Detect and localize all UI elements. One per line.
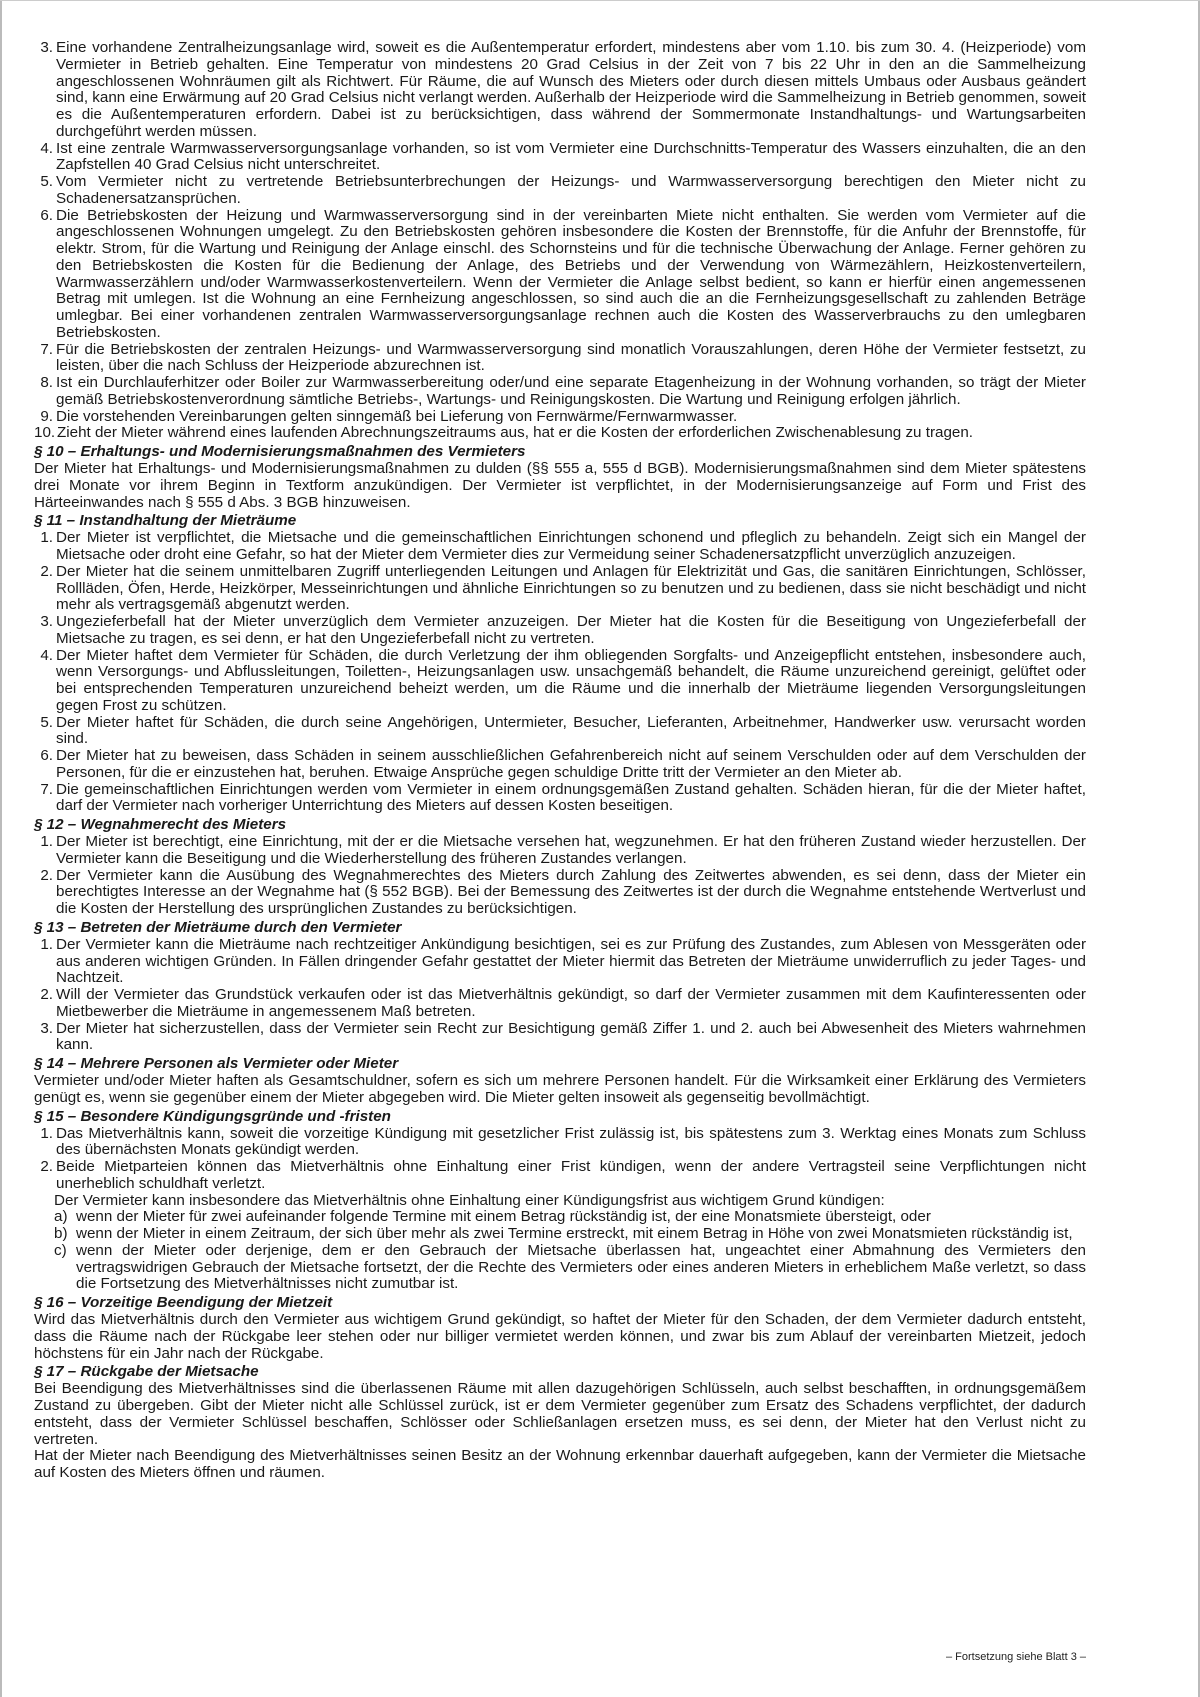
subitem-letter: b): [54, 1225, 68, 1242]
item-text: Der Mieter hat die seinem unmittelbaren Zugriff unterliegenden Leitungen und Anlagen für Elektrizität und Gas, die sanitären Einrichtungen, Schlösser, Rollläden, Öfen, Herde, Heizkörper, Messeinrichtungen und ähnliche Einrichtungen so zu benutzen und zu bedienen, dass sie nicht beschädigt und nicht mehr als vertragsgemäß abgenutzt werden.: [56, 562, 1086, 614]
item-number: 2.: [40, 986, 53, 1003]
subitem-letter: a): [54, 1208, 68, 1226]
item-text: Vom Vermieter nicht zu vertretende Betriebsunterbrechungen der Heizungs- und Warmwasserversorgung berechtigen den Mieter nicht zu Schadenersatzansprüchen.: [56, 173, 1086, 207]
section-heading-16: § 16 – Vorzeitige Beendigung der Mietzeit: [34, 1294, 333, 1311]
item-text: Der Mieter haftet dem Vermieter für Schäden, die durch Verletzung der ihm obliegenden Sorgfalts- und Anzeigepflicht entstehen, insbesondere auch, wenn Versorgungs- und Abflussleitungen, Toiletten-, Heizungsanlagen usw. unsachgemäß behandelt, die Räume unzureichend gereinigt, gelüftet oder bei entsprechenden Temperaturen unzureichend beheizt werden, um die Räume und die innerhalb der Mieträume liegenden Versorgungsleitungen gegen Frost zu schützen.: [56, 646, 1086, 714]
list-item: [34, 782, 1086, 816]
item-number: 3.: [40, 39, 53, 56]
item-text: Ungezieferbefall hat der Mieter unverzüglich dem Vermieter anzuzeigen. Der Mieter hat die Kosten für die Beseitigung von Ungezieferbefall der Mietsache zu tragen, es sei denn, er hat den Ungezieferbefall nicht zu vertreten.: [56, 613, 1086, 647]
section-heading-12: § 12 – Wegnahmerecht des Mieters: [34, 816, 287, 833]
list-subitem: [34, 1243, 1086, 1293]
list-item: [34, 409, 1086, 426]
list-item: [34, 648, 1086, 715]
item-number: 4.: [40, 139, 53, 157]
item-number: 2.: [40, 1158, 53, 1175]
item-number: 7.: [40, 340, 53, 358]
list-item: [34, 174, 1086, 208]
section-heading-17: § 17 – Rückgabe der Mietsache: [34, 1363, 259, 1381]
list-subitem: [34, 1209, 1086, 1226]
section-heading-10: § 10 – Erhaltungs- und Modernisierungsmaßnahmen des Vermieters: [34, 443, 526, 460]
section-heading-15: § 15 – Besondere Kündigungsgründe und -fristen: [34, 1107, 391, 1125]
subitem-text: wenn der Mieter oder derjenige, dem er den Gebrauch der Mietsache überlassen hat, ungeachtet einer Abmahnung des Vermieters den vertragswidrigen Gebrauch der Mietsache fortsetzt, der die Rechte des Vermieters oder eines anderen Mieters in erheblichem Maße verletzt, so dass die Fortsetzung des Mietverhältnisses nicht zumutbar ist.: [76, 1241, 1086, 1293]
item-text: Der Mieter haftet für Schäden, die durch seine Angehörigen, Untermieter, Besucher, Lieferanten, Arbeitnehmer, Handwerker usw. verursacht worden sind.: [56, 713, 1086, 748]
item-number: 10.: [34, 424, 56, 442]
section-17-text-1: Bei Beendigung des Mietverhältnisses sind die überlassenen Räume mit allen dazugehörigen Schlüsseln, auch selbst beschafften, in ordnungsgemäßem Zustand zu übergeben. Gibt der Mieter nicht alle Schlüssel zurück, ist er dem Vermieter gegenüber zum Ersatz des Schadens verpflichtet, der dadurch entsteht, dass der Vermieter Schlüssel beschaffen, Schlösser oder Schließanlagen ersetzen muss, es sei denn, der Mieter hat den Verlust nicht zu vertreten.: [34, 1380, 1086, 1448]
section-17-text-2: Hat der Mieter nach Beendigung des Mietverhältnisses seinen Besitz an der Wohnung erkennbar dauerhaft aufgegeben, kann der Vermieter die Mietsache auf Kosten des Mieters öffnen und räumen.: [34, 1447, 1086, 1481]
list-item: [34, 868, 1086, 918]
section-16-text: Wird das Mietverhältnis durch den Vermieter aus wichtigem Grund gekündigt, so haftet der Mieter für den Schaden, der dem Vermieter dadurch entsteht, dass die Räume nach der Rückgabe leer stehen oder nur billiger vermietet werden können, und zwar bis zum Ablauf der vereinbarten Mietzeit, jedoch höchstens für ein Jahr nach der Rückgabe.: [34, 1311, 1086, 1362]
list-item: [34, 425, 1086, 442]
item-number: 8.: [40, 374, 53, 391]
section-14-text: Vermieter und/oder Mieter haften als Gesamtschuldner, sofern es sich um mehrere Personen handelt. Für die Wirksamkeit einer Erklärung des Vermieters genügt es, wenn sie gegenüber einem der Mieter abgegeben wird. Die Mieter gelten insoweit als gegenseitig bevollmächtigt.: [34, 1072, 1086, 1106]
item-number: 6.: [40, 747, 53, 764]
item-number: 7.: [40, 780, 53, 798]
item-text: Für die Betriebskosten der zentralen Heizungs- und Warmwasserversorgung sind monatlich Vorauszahlungen, deren Höhe der Vermieter festsetzt, zu leisten, über die nach Schluss der Heizperiode abzurechnen ist.: [56, 340, 1086, 375]
list-item: [34, 375, 1086, 409]
item-number: 1.: [40, 1124, 53, 1142]
list-item: [34, 141, 1086, 175]
item-text: Ist eine zentrale Warmwasserversorgungsanlage vorhanden, so ist vom Vermieter eine Durchschnitts-Temperatur des Wassers einzuhalten, die an den Zapfstellen 40 Grad Celsius nicht unterschreitet.: [56, 139, 1086, 174]
item-text: Beide Mietparteien können das Mietverhältnis ohne Einhaltung einer Frist kündigen, wenn der andere Vertragsteil seine Verpflichtungen nicht unerheblich schuldhaft verletzt.: [56, 1158, 1086, 1192]
item-text: Der Mieter ist verpflichtet, die Mietsache und die gemeinschaftlichen Einrichtungen schonend und pfleglich zu behandeln. Zeigt sich ein Mangel der Mietsache oder droht eine Gefahr, so hat der Mieter dem Vermieter dies zur Vermeidung seiner Schadenersatzpflicht unverzüglich anzuzeigen.: [56, 529, 1086, 563]
item-text: Das Mietverhältnis kann, soweit die vorzeitige Kündigung mit gesetzlicher Frist zulässig ist, bis spätestens zum 3. Werktag eines Monats zum Schluss des übernächsten Monats gekündigt werden.: [56, 1124, 1086, 1159]
section-15-intro: Der Vermieter kann insbesondere das Mietverhältnis ohne Einhaltung einer Kündigungsfrist aus wichtigem Grund kündigen:: [54, 1191, 885, 1209]
item-text: Die Betriebskosten der Heizung und Warmwasserversorgung sind in der vereinbarten Miete nicht enthalten. Sie werden vom Vermieter auf die angeschlossenen Wohnungen umgelegt. Zu den Betriebskosten gehören insbesondere die Kosten der Brennstoffe, für die Anfuhr der Brennstoffe, für elektr. Strom, für die Wartung und Reinigung der Anlage einschl. des Schornsteins und für die technische Überwachung der Anlage. Ferner gehören zu den Betriebskosten die Kosten für die Bedienung der Anlage, des Betriebs und der Verwendung von Wärmezählern, Heizkostenverteilern, Warmwasserzählern und/oder Warmwasserkostenverteilern. Wenn der Vermieter die Anlage selbst bedient, so kann er hierfür einen angemessenen Betrag mit umlegen. Ist die Wohnung an eine Fernheizung angeschlossen, so sind auch die an die Fernheizungsgesellschaft zu zahlenden Beträge umlegbar. Bei einer vorhandenen zentralen Warmwasserversorgungsanlage rechnen auch die Kosten des Wasserverbrauchs zu den umlegbaren Betriebskosten.: [56, 206, 1086, 341]
item-number: 1.: [40, 935, 53, 953]
item-text: Der Mieter hat sicherzustellen, dass der Vermieter sein Recht zur Besichtigung gemäß Ziffer 1. und 2. auch bei Abwesenheit des Mieters wahrnehmen kann.: [56, 1019, 1086, 1054]
item-text: Will der Vermieter das Grundstück verkaufen oder ist das Mietverhältnis gekündigt, so darf der Vermieter zusammen mit dem Kaufinteressenten oder Mietbewerber die Mieträume in angemessenem Maß betreten.: [56, 986, 1086, 1020]
item-text: Der Vermieter kann die Mieträume nach rechtzeitiger Ankündigung besichtigen, sei es zur Prüfung des Zustandes, zum Ablesen von Messgeräten oder aus anderen wichtigen Gründen. In Fällen dringender Gefahr gestattet der Mieter hiermit das Betreten der Mieträume unwiderruflich zu jeder Tages- und Nachtzeit.: [56, 935, 1086, 987]
list-item: [34, 834, 1086, 868]
item-number: 5.: [40, 713, 53, 731]
list-subitem: [34, 1226, 1086, 1243]
list-item: [34, 208, 1086, 342]
list-item: [34, 987, 1086, 1021]
list-item: [34, 1159, 1086, 1193]
item-text: Ist ein Durchlauferhitzer oder Boiler zur Warmwasserbereitung oder/und eine separate Etagenheizung in der Wohnung vorhanden, so trägt der Mieter gemäß Betriebskostenverordnung sämtliche Betriebs-, Wartungs- und Reinigungskosten. Die Wartung und Reinigung erfolgen jährlich.: [56, 374, 1086, 408]
continuation-note: – Fortsetzung siehe Blatt 3 –: [945, 1651, 1086, 1663]
item-text: Die vorstehenden Vereinbarungen gelten sinngemäß bei Lieferung von Fernwärme/Fernwarmwasser.: [56, 407, 738, 425]
document-body: [34, 40, 1086, 1482]
item-text: Eine vorhandene Zentralheizungsanlage wird, soweit es die Außentemperatur erfordert, mindestens aber vom 1.10. bis zum 30. 4. (Heizperiode) vom Vermieter in Betrieb gehalten. Eine Temperatur von mindestens 20 Grad Celsius in der Zeit von 7 bis 22 Uhr in den an die Sammelheizung angeschlossenen Wohnräumen gilt als Richtwert. Für Räume, die auf Wunsch des Mieters oder durch diesen mittels Umbaus oder Ausbaus geändert sind, kann eine Erwärmung auf 20 Grad Celsius nicht verlangt werden. Außerhalb der Heizperiode wird die Sammelheizung in Betrieb genommen, soweit es die Außentemperaturen erfordern. Dabei ist zu berücksichtigen, dass während der Sommermonate Instandhaltungs- und Wartungsarbeiten durchgeführt werden müssen.: [56, 39, 1086, 140]
item-number: 5.: [40, 173, 53, 190]
list-item: [34, 530, 1086, 564]
item-text: Der Mieter hat zu beweisen, dass Schäden in seinem ausschließlichen Gefahrenbereich nicht auf seinem Verschulden oder auf dem Verschulden der Personen, für die er einzustehen hat, beruhen. Etwaige Ansprüche gegen schuldige Dritte tritt der Vermieter an den Mieter ab.: [56, 747, 1086, 781]
list-item: [34, 715, 1086, 749]
item-number: 3.: [40, 613, 53, 630]
item-text: Die gemeinschaftlichen Einrichtungen werden vom Vermieter in einem ordnungsgemäßen Zustand gehalten. Schäden hieran, für die der Mieter haftet, darf der Vermieter nach vorheriger Unterrichtung des Mieters auf dessen Kosten beseitigen.: [56, 780, 1086, 815]
item-text: Der Vermieter kann die Ausübung des Wegnahmerechtes des Mieters durch Zahlung des Zeitwertes abwenden, es sei denn, dass der Mieter ein berechtigtes Interesse an der Wegnahme hat (§ 552 BGB). Bei der Bemessung des Zeitwertes ist der durch die Wegnahme entstehende Wertverlust und die Kosten der Herstellung des ursprünglichen Zustandes zu berücksichtigen.: [56, 866, 1086, 917]
item-number: 1.: [40, 529, 53, 547]
page-border-left: [0, 0, 2, 1697]
subitem-text: wenn der Mieter für zwei aufeinander folgende Termine mit einem Betrag rückständig ist, der eine Monatsmiete übersteigt, oder: [76, 1208, 931, 1226]
item-number: 9.: [40, 407, 53, 425]
item-number: 2.: [40, 866, 53, 884]
list-item: [34, 564, 1086, 614]
list-item: [34, 1126, 1086, 1160]
list-item: [34, 1021, 1086, 1055]
list-item: [34, 748, 1086, 782]
section-heading-14: § 14 – Mehrere Personen als Vermieter oder Mieter: [34, 1055, 399, 1072]
item-number: 3.: [40, 1019, 53, 1037]
page-border-top: [0, 0, 1200, 1]
subitem-letter: c): [54, 1241, 67, 1259]
item-number: 4.: [40, 646, 53, 664]
subitem-text: wenn der Mieter in einem Zeitraum, der sich über mehr als zwei Termine erstreckt, mit einem Betrag in Höhe von zwei Monatsmieten rückständig ist,: [76, 1225, 1073, 1242]
item-text: Zieht der Mieter während eines laufenden Abrechnungszeitraums aus, hat er die Kosten der erforderlichen Zwischenablesung zu tragen.: [57, 424, 974, 442]
section-10-text: Der Mieter hat Erhaltungs- und Modernisierungsmaßnahmen zu dulden (§§ 555 a, 555 d BGB). Modernisierungsmaßnahmen sind dem Mieter spätestens drei Monate vor ihrem Beginn in Textform anzukündigen. Der Vermieter ist verpflichtet, in der Modernisierungsanzeige auf Form und Frist des Härteeinwandes nach § 555 d Abs. 3 BGB hinzuweisen.: [34, 460, 1086, 511]
item-number: 1.: [40, 833, 53, 850]
list-item: [34, 614, 1086, 648]
item-number: 6.: [40, 206, 53, 224]
item-text: Der Mieter ist berechtigt, eine Einrichtung, mit der er die Mietsache versehen hat, wegzunehmen. Er hat den früheren Zustand wieder herzustellen. Der Vermieter kann die Beseitigung und die Wiederherstellung des früheren Zustandes verlangen.: [56, 833, 1086, 867]
list-item: [34, 937, 1086, 987]
list-item: [34, 342, 1086, 376]
section-heading-13: § 13 – Betreten der Mieträume durch den Vermieter: [34, 918, 402, 936]
section-heading-11: § 11 – Instandhaltung der Mieträume: [34, 512, 297, 530]
list-item: [34, 40, 1086, 141]
item-number: 2.: [40, 562, 53, 580]
